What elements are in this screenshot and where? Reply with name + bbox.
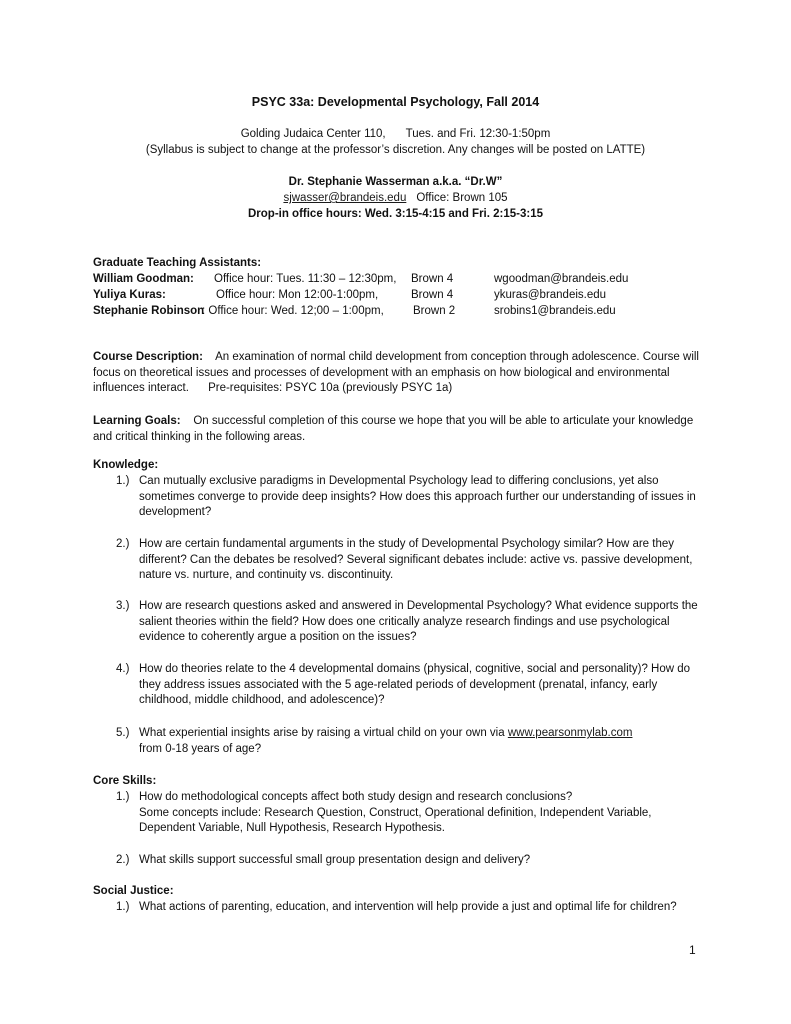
item-number: 1.) — [116, 791, 130, 803]
class-location: Golding Judaica Center 110, — [240, 128, 386, 140]
pearsonmylab-link[interactable]: www.pearsonmylab.com — [507, 727, 633, 739]
item-text-before-link: What experiential insights arise by raising a virtual child on your own via — [139, 727, 508, 739]
instructor-email-link[interactable]: sjwasser@brandeis.edu — [283, 192, 407, 204]
social-justice-item — [116, 900, 706, 916]
ta-email: ykuras@brandeis.edu — [494, 289, 607, 301]
learning-goals-label: Learning Goals: — [93, 415, 181, 427]
page-title: PSYC 33a: Developmental Psychology, Fall 2014 — [251, 95, 540, 109]
prerequisites: Pre-requisites: PSYC 10a (previously PSYC 1a) — [208, 382, 453, 395]
instructor-contact-line — [0, 191, 791, 207]
ta-room: Brown 4 — [411, 273, 454, 285]
page-number: 1 — [689, 943, 696, 957]
ta-name: William Goodman: — [93, 273, 194, 285]
core-skills-item — [116, 790, 706, 837]
item-text: Can mutually exclusive paradigms in Developmental Psychology lead to differing conclusions, yet also sometimes converge to provide deep insights? How does this approach further our understanding of issues in development? — [139, 475, 696, 519]
ta-hours: Office hour: Mon 12:00-1:00pm, — [216, 289, 379, 301]
instructor-name: Dr. Stephanie Wasserman a.k.a. “Dr.W” — [288, 176, 503, 188]
ta-email: srobins1@brandeis.edu — [494, 305, 616, 317]
course-description-text: An examination of normal child development from conception through adolescence. Course will focus on theoretical issues and processes of development with an emphasis on how biological and environmental influences interact. — [93, 351, 699, 395]
item-subtext: Some concepts include: Research Question, Construct, Operational definition, Independent Variable, Dependent Variable, Null Hypothesis, Research Hypothesis. — [139, 806, 652, 835]
ta-room: Brown 4 — [411, 289, 454, 301]
item-text-after-link: from 0-18 years of age? — [139, 742, 262, 755]
course-description-label: Course Description: — [93, 351, 203, 363]
knowledge-heading: Knowledge: — [93, 459, 159, 471]
item-text: How do theories relate to the 4 developmental domains (physical, cognitive, social and personality)? How do they address issues associated with the 5 age-related periods of development (prenatal, infancy, early childhood, middle childhood, and adolescence)? — [139, 663, 691, 707]
class-time: Tues. and Fri. 12:30-1:50pm — [405, 128, 551, 140]
ta-name: Stephanie Robinson — [93, 305, 205, 317]
ta-hours: Office hour: Tues. 11:30 – 12:30pm, — [214, 273, 397, 285]
ta-name: Yuliya Kuras: — [93, 289, 166, 301]
item-text: How are certain fundamental arguments in the study of Developmental Psychology similar? How are they different? Can the debates be resolved? Several significant debates include: active vs. passive development, nature vs. nurture, and continuity vs. discontinuity. — [139, 538, 693, 582]
ta-room: Brown 2 — [413, 305, 456, 317]
class-schedule-line — [0, 127, 791, 143]
item-number: 1.) — [116, 901, 130, 913]
item-text: How do methodological concepts affect both study design and research conclusions? — [139, 791, 573, 803]
knowledge-item — [116, 537, 706, 584]
item-number: 4.) — [116, 663, 130, 675]
knowledge-item — [116, 726, 706, 757]
ta-heading: Graduate Teaching Assistants: — [93, 257, 262, 269]
item-number: 3.) — [116, 600, 130, 612]
learning-goals — [93, 414, 705, 445]
core-skills-item — [116, 853, 706, 869]
core-skills-heading: Core Skills: — [93, 775, 157, 787]
course-description — [93, 350, 705, 397]
item-text — [139, 726, 706, 757]
learning-goals-text: On successful completion of this course we hope that you will be able to articulate your knowledge and critical thinking in the following areas. — [93, 415, 694, 443]
knowledge-item — [116, 474, 706, 521]
item-number: 2.) — [116, 854, 130, 866]
item-text-block — [139, 790, 706, 837]
social-justice-heading: Social Justice: — [93, 885, 174, 897]
syllabus-disclaimer: (Syllabus is subject to change at the professor’s discretion. Any changes will be posted on LATTE) — [145, 144, 646, 156]
ta-email: wgoodman@brandeis.edu — [494, 273, 629, 285]
item-text: What skills support successful small group presentation design and delivery? — [139, 854, 531, 866]
item-text: What actions of parenting, education, and intervention will help provide a just and optimal life for children? — [139, 901, 677, 913]
dropin-office-hours: Drop-in office hours: Wed. 3:15-4:15 and Fri. 2:15-3:15 — [247, 208, 543, 220]
ta-hours: : Office hour: Wed. 12;00 – 1:00pm, — [202, 305, 384, 317]
instructor-office: Office: Brown 105 — [416, 192, 508, 204]
item-number: 1.) — [116, 475, 130, 487]
item-number: 2.) — [116, 538, 130, 550]
knowledge-item — [116, 599, 706, 646]
item-number: 5.) — [116, 727, 130, 739]
item-text: How are research questions asked and answered in Developmental Psychology? What evidence supports the salient theories within the field? How does one critically analyze research findings and use psychological evidence to coherently argue a position on the issues? — [139, 600, 698, 644]
knowledge-item — [116, 662, 706, 709]
